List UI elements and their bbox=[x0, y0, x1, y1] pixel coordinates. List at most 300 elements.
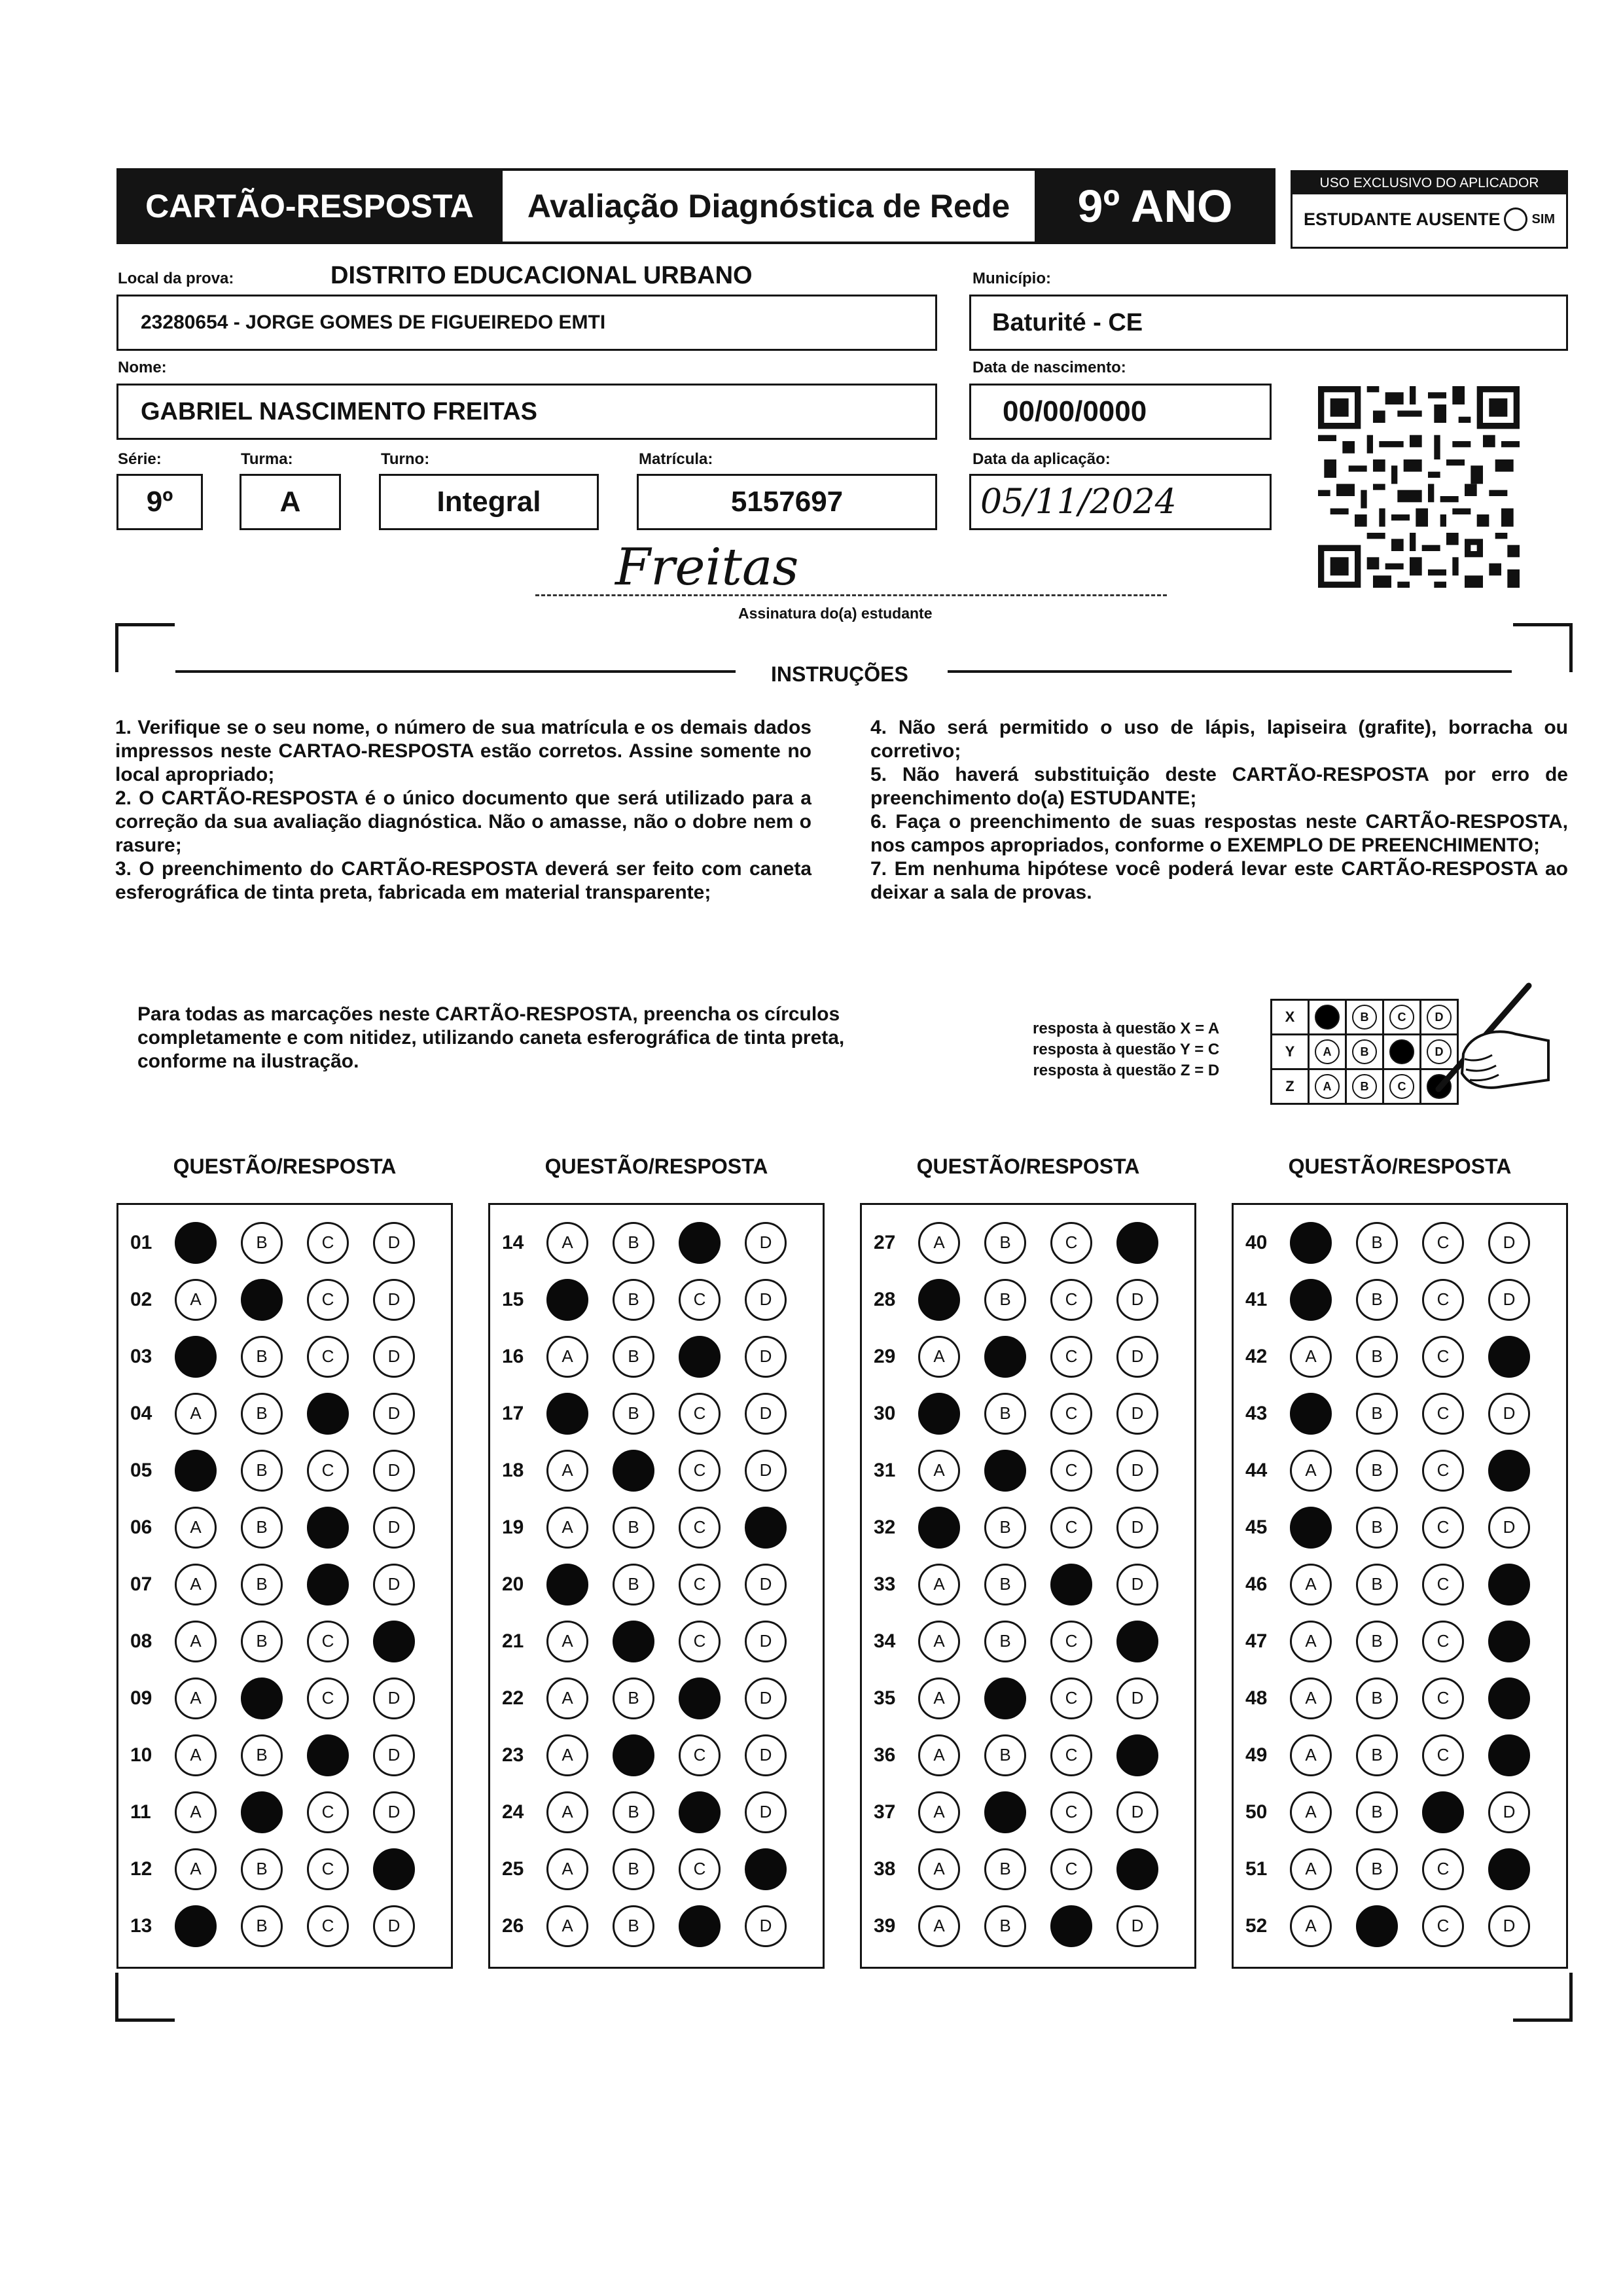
answer-bubble-b[interactable]: B bbox=[613, 1848, 654, 1890]
answer-bubble-d[interactable] bbox=[373, 1621, 415, 1662]
example-bubble: A bbox=[1315, 1074, 1340, 1099]
question-number: 31 bbox=[874, 1459, 896, 1481]
answer-bubble-a[interactable]: A bbox=[175, 1791, 217, 1833]
answer-bubble-c[interactable] bbox=[679, 1791, 721, 1833]
nasc-field bbox=[969, 384, 1272, 440]
answer-bubble-b[interactable]: B bbox=[241, 1848, 283, 1890]
answer-bubble-c[interactable]: C bbox=[307, 1791, 349, 1833]
answer-bubble-a[interactable]: A bbox=[546, 1450, 588, 1492]
answer-bubble-d[interactable]: D bbox=[1488, 1905, 1530, 1947]
question-number: 44 bbox=[1245, 1459, 1268, 1481]
answer-bubble-b[interactable]: B bbox=[1356, 1393, 1398, 1435]
answer-bubble-c[interactable]: C bbox=[1422, 1222, 1464, 1264]
answer-bubble-a[interactable]: A bbox=[1290, 1848, 1332, 1890]
answer-bubble-d[interactable] bbox=[745, 1848, 787, 1890]
answer-bubble-c[interactable]: C bbox=[679, 1621, 721, 1662]
answer-bubble-d[interactable] bbox=[1488, 1336, 1530, 1378]
answer-bubble-b[interactable]: B bbox=[984, 1507, 1026, 1549]
example-question: X bbox=[1272, 1000, 1309, 1035]
answer-bubble-b[interactable]: B bbox=[613, 1791, 654, 1833]
answer-row bbox=[118, 1385, 451, 1442]
answer-bubble-c[interactable]: C bbox=[679, 1848, 721, 1890]
answer-row bbox=[118, 1727, 451, 1784]
answer-row bbox=[490, 1670, 823, 1727]
question-number: 06 bbox=[130, 1516, 152, 1538]
question-number: 51 bbox=[1245, 1857, 1268, 1880]
answer-bubble-d[interactable] bbox=[1488, 1677, 1530, 1719]
answer-bubble-a[interactable]: A bbox=[1290, 1336, 1332, 1378]
answer-bubble-d[interactable]: D bbox=[1488, 1507, 1530, 1549]
answer-bubble-d[interactable]: D bbox=[1488, 1791, 1530, 1833]
answer-bubble-a[interactable]: A bbox=[175, 1734, 217, 1776]
answer-row bbox=[118, 1556, 451, 1613]
answer-bubble-b[interactable]: B bbox=[613, 1279, 654, 1321]
answer-bubble-a[interactable]: A bbox=[546, 1336, 588, 1378]
example-bubble: C bbox=[1389, 1005, 1414, 1030]
answer-bubble-c[interactable] bbox=[307, 1507, 349, 1549]
answer-bubble-b[interactable]: B bbox=[241, 1564, 283, 1605]
answer-bubble-a[interactable]: A bbox=[918, 1734, 960, 1776]
answer-bubble-c[interactable] bbox=[307, 1564, 349, 1605]
answer-column-title: QUESTÃO/RESPOSTA bbox=[544, 1155, 768, 1178]
answer-bubble-c[interactable]: C bbox=[1050, 1450, 1092, 1492]
answer-row bbox=[1234, 1556, 1566, 1613]
answer-bubble-c[interactable]: C bbox=[1422, 1507, 1464, 1549]
answer-bubble-c[interactable] bbox=[307, 1734, 349, 1776]
answer-bubble-d[interactable]: D bbox=[373, 1734, 415, 1776]
answer-bubble-d[interactable]: D bbox=[373, 1336, 415, 1378]
answer-bubble-b[interactable]: B bbox=[1356, 1222, 1398, 1264]
answer-bubble-b[interactable]: B bbox=[1356, 1564, 1398, 1605]
answer-bubble-d[interactable]: D bbox=[1116, 1507, 1158, 1549]
serie-value: 9º bbox=[146, 486, 173, 518]
answer-bubble-a[interactable]: A bbox=[918, 1450, 960, 1492]
answer-bubble-b[interactable]: B bbox=[241, 1734, 283, 1776]
question-number: 52 bbox=[1245, 1914, 1268, 1937]
answer-bubble-d[interactable] bbox=[745, 1507, 787, 1549]
answer-bubble-d[interactable]: D bbox=[1116, 1905, 1158, 1947]
example-question: Z bbox=[1272, 1069, 1309, 1104]
answer-bubble-c[interactable] bbox=[679, 1677, 721, 1719]
answer-bubble-d[interactable]: D bbox=[373, 1279, 415, 1321]
example-cell bbox=[1309, 1000, 1346, 1035]
answer-bubble-d[interactable]: D bbox=[373, 1791, 415, 1833]
answer-bubble-a[interactable]: A bbox=[918, 1848, 960, 1890]
answer-bubble-d[interactable] bbox=[1488, 1848, 1530, 1890]
answer-bubble-c[interactable]: C bbox=[1050, 1621, 1092, 1662]
applicator-box bbox=[1291, 170, 1568, 249]
answer-bubble-a[interactable]: A bbox=[546, 1621, 588, 1662]
answer-bubble-a[interactable]: A bbox=[918, 1564, 960, 1605]
aplicacao-label: Data da aplicação: bbox=[972, 450, 1111, 468]
answer-bubble-c[interactable]: C bbox=[307, 1222, 349, 1264]
answer-bubble-b[interactable] bbox=[984, 1336, 1026, 1378]
answer-bubble-b[interactable]: B bbox=[984, 1222, 1026, 1264]
answer-row bbox=[490, 1499, 823, 1556]
answer-bubble-b[interactable] bbox=[1356, 1905, 1398, 1947]
answer-bubble-d[interactable] bbox=[1116, 1848, 1158, 1890]
answer-bubble-d[interactable]: D bbox=[745, 1564, 787, 1605]
answer-bubble-d[interactable] bbox=[373, 1848, 415, 1890]
answer-bubble-b[interactable]: B bbox=[241, 1621, 283, 1662]
answer-bubble-b[interactable]: B bbox=[984, 1905, 1026, 1947]
answer-bubble-a[interactable] bbox=[175, 1336, 217, 1378]
answer-bubble-c[interactable] bbox=[307, 1393, 349, 1435]
answer-bubble-b[interactable]: B bbox=[984, 1621, 1026, 1662]
answer-row bbox=[1234, 1727, 1566, 1784]
answer-bubble-d[interactable]: D bbox=[1116, 1677, 1158, 1719]
answer-bubble-c[interactable]: C bbox=[307, 1450, 349, 1492]
example-lines bbox=[1033, 1018, 1219, 1081]
question-number: 47 bbox=[1245, 1630, 1268, 1652]
answer-bubble-d[interactable]: D bbox=[373, 1450, 415, 1492]
answer-bubble-a[interactable]: A bbox=[546, 1791, 588, 1833]
answer-bubble-c[interactable]: C bbox=[1422, 1905, 1464, 1947]
answer-bubble-a[interactable]: A bbox=[175, 1279, 217, 1321]
answer-bubble-b[interactable] bbox=[984, 1677, 1026, 1719]
answer-bubble-c[interactable] bbox=[679, 1905, 721, 1947]
answer-bubble-c[interactable]: C bbox=[1422, 1564, 1464, 1605]
answer-bubble-b[interactable]: B bbox=[241, 1905, 283, 1947]
answer-row bbox=[490, 1784, 823, 1840]
question-number: 03 bbox=[130, 1345, 152, 1367]
answer-bubble-b[interactable]: B bbox=[613, 1564, 654, 1605]
answer-bubble-a[interactable]: A bbox=[175, 1393, 217, 1435]
answer-bubble-c[interactable]: C bbox=[307, 1336, 349, 1378]
question-number: 50 bbox=[1245, 1801, 1268, 1823]
instructions-rule-left bbox=[175, 670, 736, 673]
answer-bubble-b[interactable] bbox=[984, 1450, 1026, 1492]
answer-bubble-c[interactable]: C bbox=[679, 1564, 721, 1605]
matricula-label: Matrícula: bbox=[639, 450, 713, 468]
answer-bubble-b[interactable] bbox=[984, 1791, 1026, 1833]
answer-row bbox=[862, 1499, 1194, 1556]
answer-bubble-c[interactable] bbox=[679, 1222, 721, 1264]
answer-bubble-a[interactable]: A bbox=[1290, 1677, 1332, 1719]
answer-bubble-a[interactable]: A bbox=[1290, 1734, 1332, 1776]
answer-bubble-d[interactable] bbox=[1488, 1450, 1530, 1492]
answer-bubble-a[interactable]: A bbox=[918, 1222, 960, 1264]
example-bubble: B bbox=[1352, 1039, 1377, 1064]
answer-bubble-a[interactable] bbox=[918, 1393, 960, 1435]
serie-label: Série: bbox=[118, 450, 162, 468]
question-number: 35 bbox=[874, 1687, 896, 1709]
answer-row bbox=[490, 1328, 823, 1385]
answer-bubble-d[interactable]: D bbox=[1116, 1279, 1158, 1321]
answer-bubble-a[interactable] bbox=[918, 1279, 960, 1321]
answer-row bbox=[862, 1214, 1194, 1271]
answer-row bbox=[490, 1271, 823, 1328]
answer-bubble-d[interactable] bbox=[1116, 1734, 1158, 1776]
answer-bubble-a[interactable] bbox=[1290, 1507, 1332, 1549]
answer-row bbox=[862, 1784, 1194, 1840]
answer-bubble-c[interactable]: C bbox=[1422, 1677, 1464, 1719]
answer-bubble-d[interactable] bbox=[1116, 1222, 1158, 1264]
answer-bubble-b[interactable]: B bbox=[1356, 1450, 1398, 1492]
answer-bubble-d[interactable]: D bbox=[1116, 1564, 1158, 1605]
answer-bubble-c[interactable]: C bbox=[1050, 1791, 1092, 1833]
answer-bubble-d[interactable]: D bbox=[745, 1450, 787, 1492]
answer-bubble-d[interactable]: D bbox=[745, 1791, 787, 1833]
answer-bubble-d[interactable]: D bbox=[1488, 1393, 1530, 1435]
answer-bubble-d[interactable]: D bbox=[745, 1279, 787, 1321]
answer-bubble-a[interactable]: A bbox=[175, 1848, 217, 1890]
answer-bubble-b[interactable]: B bbox=[613, 1507, 654, 1549]
question-number: 27 bbox=[874, 1231, 896, 1253]
answer-bubble-c[interactable]: C bbox=[1050, 1848, 1092, 1890]
answer-bubble-d[interactable] bbox=[1116, 1621, 1158, 1662]
answer-bubble-a[interactable]: A bbox=[1290, 1450, 1332, 1492]
answer-bubble-b[interactable]: B bbox=[984, 1734, 1026, 1776]
answer-bubble-d[interactable]: D bbox=[745, 1734, 787, 1776]
answer-bubble-c[interactable]: C bbox=[679, 1279, 721, 1321]
answer-bubble-c[interactable]: C bbox=[307, 1279, 349, 1321]
answer-bubble-a[interactable] bbox=[1290, 1222, 1332, 1264]
answer-bubble-d[interactable] bbox=[1488, 1621, 1530, 1662]
example-cell bbox=[1309, 1035, 1346, 1069]
answer-bubble-c[interactable]: C bbox=[307, 1848, 349, 1890]
answer-bubble-a[interactable]: A bbox=[546, 1905, 588, 1947]
example-cell bbox=[1383, 1069, 1421, 1104]
answer-bubble-c[interactable]: C bbox=[1422, 1848, 1464, 1890]
answer-bubble-d[interactable]: D bbox=[373, 1393, 415, 1435]
answer-row bbox=[1234, 1271, 1566, 1328]
answer-bubble-b[interactable]: B bbox=[984, 1279, 1026, 1321]
answer-bubble-c[interactable]: C bbox=[1050, 1507, 1092, 1549]
answer-bubble-c[interactable]: C bbox=[1422, 1734, 1464, 1776]
answer-bubble-a[interactable]: A bbox=[918, 1905, 960, 1947]
matricula-field bbox=[637, 474, 937, 530]
instructions-left: 1. Verifique se o seu nome, o número de sua matrícula e os demais dados impressos neste CARTAO-RESPOSTA estão corretos. Assine somente no local apropriado; 2. O CARTÃO-RESPOSTA é o único documento que será utilizado para a correção da sua avaliação diagnóstica. Não o amasse, não o dobre nem o rasure; 3. O preenchimento do CARTÃO-RESPOSTA deverá ser feito com caneta esferográfica de tinta preta, fabricada em material transparente; bbox=[115, 717, 812, 903]
answer-bubble-a[interactable]: A bbox=[918, 1791, 960, 1833]
question-number: 18 bbox=[502, 1459, 524, 1481]
answer-bubble-b[interactable]: B bbox=[1356, 1279, 1398, 1321]
answer-row bbox=[490, 1840, 823, 1897]
answer-bubble-b[interactable]: B bbox=[984, 1393, 1026, 1435]
question-number: 40 bbox=[1245, 1231, 1268, 1253]
answer-bubble-b[interactable]: B bbox=[241, 1393, 283, 1435]
answer-bubble-c[interactable]: C bbox=[1422, 1450, 1464, 1492]
answer-bubble-d[interactable]: D bbox=[373, 1677, 415, 1719]
answer-bubble-b[interactable]: B bbox=[613, 1393, 654, 1435]
answer-bubble-a[interactable]: A bbox=[546, 1734, 588, 1776]
answer-bubble-c[interactable]: C bbox=[1050, 1393, 1092, 1435]
answer-bubble-b[interactable]: B bbox=[613, 1905, 654, 1947]
qr-code bbox=[1318, 386, 1520, 588]
nome-label: Nome: bbox=[118, 359, 167, 376]
example-line-y: resposta à questão Y = C bbox=[1033, 1041, 1220, 1058]
answer-bubble-a[interactable]: A bbox=[1290, 1564, 1332, 1605]
question-number: 41 bbox=[1245, 1288, 1268, 1310]
answer-row bbox=[118, 1784, 451, 1840]
answer-bubble-a[interactable]: A bbox=[546, 1507, 588, 1549]
answer-row bbox=[490, 1613, 823, 1670]
answer-bubble-a[interactable]: A bbox=[546, 1677, 588, 1719]
answer-bubble-b[interactable] bbox=[241, 1791, 283, 1833]
turno-value: Integral bbox=[437, 486, 541, 518]
answer-bubble-a[interactable] bbox=[546, 1393, 588, 1435]
answer-bubble-d[interactable]: D bbox=[373, 1564, 415, 1605]
answer-bubble-b[interactable]: B bbox=[613, 1677, 654, 1719]
answer-bubble-c[interactable]: C bbox=[679, 1734, 721, 1776]
answer-bubble-c[interactable] bbox=[679, 1336, 721, 1378]
answer-bubble-a[interactable]: A bbox=[1290, 1621, 1332, 1662]
answer-bubble-c[interactable]: C bbox=[307, 1621, 349, 1662]
answer-bubble-b[interactable]: B bbox=[1356, 1507, 1398, 1549]
answer-bubble-d[interactable]: D bbox=[745, 1905, 787, 1947]
answer-row bbox=[118, 1271, 451, 1328]
answer-bubble-a[interactable] bbox=[1290, 1279, 1332, 1321]
answer-bubble-b[interactable]: B bbox=[984, 1564, 1026, 1605]
answer-bubble-a[interactable] bbox=[1290, 1393, 1332, 1435]
example-cell bbox=[1383, 1035, 1421, 1069]
answer-bubble-c[interactable]: C bbox=[1050, 1279, 1092, 1321]
answer-row bbox=[118, 1840, 451, 1897]
answer-bubble-a[interactable]: A bbox=[918, 1677, 960, 1719]
answer-bubble-a[interactable] bbox=[546, 1564, 588, 1605]
answer-row bbox=[490, 1727, 823, 1784]
question-number: 36 bbox=[874, 1744, 896, 1766]
answer-bubble-c[interactable]: C bbox=[1050, 1336, 1092, 1378]
answer-bubble-a[interactable] bbox=[175, 1222, 217, 1264]
answer-bubble-b[interactable] bbox=[613, 1621, 654, 1662]
answer-row bbox=[118, 1613, 451, 1670]
answer-bubble-d[interactable]: D bbox=[373, 1905, 415, 1947]
answer-row bbox=[1234, 1670, 1566, 1727]
answer-bubble-b[interactable]: B bbox=[1356, 1336, 1398, 1378]
answer-bubble-c[interactable]: C bbox=[1422, 1621, 1464, 1662]
answer-row bbox=[1234, 1897, 1566, 1954]
answer-bubble-c[interactable]: C bbox=[1422, 1279, 1464, 1321]
answer-column-title: QUESTÃO/RESPOSTA bbox=[1288, 1155, 1512, 1178]
answer-bubble-d[interactable]: D bbox=[1116, 1393, 1158, 1435]
answer-bubble-c[interactable]: C bbox=[1422, 1393, 1464, 1435]
question-number: 30 bbox=[874, 1402, 896, 1424]
answer-bubble-c[interactable]: C bbox=[1050, 1677, 1092, 1719]
answer-bubble-c[interactable]: C bbox=[1422, 1336, 1464, 1378]
answer-bubble-b[interactable]: B bbox=[241, 1336, 283, 1378]
answer-bubble-c[interactable]: C bbox=[307, 1677, 349, 1719]
question-number: 38 bbox=[874, 1857, 896, 1880]
answer-row bbox=[862, 1613, 1194, 1670]
answer-bubble-c[interactable]: C bbox=[679, 1450, 721, 1492]
answer-bubble-b[interactable]: B bbox=[241, 1507, 283, 1549]
answer-bubble-a[interactable]: A bbox=[918, 1336, 960, 1378]
applicator-label: USO EXCLUSIVO DO APLICADOR bbox=[1293, 172, 1566, 194]
answer-row bbox=[490, 1442, 823, 1499]
answer-bubble-d[interactable]: D bbox=[745, 1222, 787, 1264]
example-cell bbox=[1346, 1069, 1383, 1104]
answer-bubble-b[interactable] bbox=[613, 1734, 654, 1776]
answer-bubble-d[interactable]: D bbox=[373, 1222, 415, 1264]
answer-bubble-b[interactable]: B bbox=[1356, 1734, 1398, 1776]
answer-bubble-b[interactable]: B bbox=[241, 1222, 283, 1264]
answer-bubble-b[interactable]: B bbox=[241, 1450, 283, 1492]
answer-bubble-d[interactable]: D bbox=[745, 1621, 787, 1662]
answer-bubble-c[interactable]: C bbox=[679, 1393, 721, 1435]
question-number: 25 bbox=[502, 1857, 524, 1880]
corner-top-left bbox=[115, 623, 175, 672]
answer-bubble-a[interactable] bbox=[175, 1905, 217, 1947]
answer-bubble-b[interactable]: B bbox=[1356, 1791, 1398, 1833]
signature: Freitas bbox=[615, 538, 799, 597]
answer-bubble-a[interactable]: A bbox=[175, 1507, 217, 1549]
answer-bubble-d[interactable]: D bbox=[1116, 1450, 1158, 1492]
question-number: 02 bbox=[130, 1288, 152, 1310]
answer-bubble-a[interactable]: A bbox=[175, 1621, 217, 1662]
answer-bubble-b[interactable]: B bbox=[984, 1848, 1026, 1890]
answer-row bbox=[118, 1499, 451, 1556]
answer-bubble-a[interactable] bbox=[175, 1450, 217, 1492]
question-number: 05 bbox=[130, 1459, 152, 1481]
turno-field bbox=[379, 474, 599, 530]
answer-bubble-c[interactable] bbox=[1422, 1791, 1464, 1833]
answer-bubble-d[interactable]: D bbox=[1116, 1336, 1158, 1378]
answer-bubble-c[interactable]: C bbox=[307, 1905, 349, 1947]
card-title: CARTÃO-RESPOSTA bbox=[116, 168, 503, 244]
question-number: 39 bbox=[874, 1914, 896, 1937]
answer-bubble-d[interactable]: D bbox=[1116, 1791, 1158, 1833]
answer-bubble-a[interactable] bbox=[918, 1507, 960, 1549]
corner-bottom-left bbox=[115, 1973, 175, 2022]
answer-bubble-d[interactable]: D bbox=[1488, 1222, 1530, 1264]
answer-bubble-a[interactable]: A bbox=[1290, 1905, 1332, 1947]
answer-bubble-c[interactable] bbox=[1050, 1564, 1092, 1605]
answer-row bbox=[862, 1328, 1194, 1385]
example-bubble: D bbox=[1427, 1005, 1452, 1030]
answer-bubble-d[interactable]: D bbox=[745, 1677, 787, 1719]
answer-row bbox=[862, 1385, 1194, 1442]
answer-bubble-c[interactable] bbox=[1050, 1905, 1092, 1947]
fill-note: Para todas as marcações neste CARTÃO-RESPOSTA, preencha os círculos completamente e com nitidez, utilizando caneta esferográfica de tinta preta, conforme na ilustração. bbox=[137, 1003, 845, 1072]
answer-bubble-b[interactable]: B bbox=[613, 1222, 654, 1264]
answer-bubble-b[interactable]: B bbox=[1356, 1677, 1398, 1719]
answer-bubble-d[interactable]: D bbox=[1488, 1279, 1530, 1321]
question-number: 15 bbox=[502, 1288, 524, 1310]
answer-bubble-d[interactable]: D bbox=[745, 1393, 787, 1435]
answer-bubble-a[interactable] bbox=[546, 1279, 588, 1321]
answer-bubble-a[interactable]: A bbox=[175, 1677, 217, 1719]
answer-bubble-b[interactable] bbox=[241, 1279, 283, 1321]
signature-label: Assinatura do(a) estudante bbox=[738, 605, 933, 622]
question-number: 48 bbox=[1245, 1687, 1268, 1709]
answer-bubble-d[interactable]: D bbox=[745, 1336, 787, 1378]
answer-bubble-c[interactable]: C bbox=[679, 1507, 721, 1549]
answer-bubble-b[interactable]: B bbox=[1356, 1848, 1398, 1890]
answer-bubble-a[interactable]: A bbox=[918, 1621, 960, 1662]
example-line-z: resposta à questão Z = D bbox=[1033, 1062, 1220, 1079]
answer-bubble-b[interactable] bbox=[241, 1677, 283, 1719]
example-bubble bbox=[1315, 1005, 1340, 1030]
answer-bubble-b[interactable]: B bbox=[1356, 1621, 1398, 1662]
answer-bubble-d[interactable] bbox=[1488, 1734, 1530, 1776]
answer-row bbox=[1234, 1840, 1566, 1897]
answer-column bbox=[1232, 1203, 1568, 1969]
answer-bubble-c[interactable]: C bbox=[1050, 1734, 1092, 1776]
answer-bubble-d[interactable] bbox=[1488, 1564, 1530, 1605]
answer-bubble-a[interactable]: A bbox=[546, 1848, 588, 1890]
answer-bubble-b[interactable] bbox=[613, 1450, 654, 1492]
answer-bubble-d[interactable]: D bbox=[373, 1507, 415, 1549]
answer-bubble-c[interactable]: C bbox=[1050, 1222, 1092, 1264]
answer-bubble-a[interactable]: A bbox=[1290, 1791, 1332, 1833]
answer-bubble-a[interactable]: A bbox=[175, 1564, 217, 1605]
answer-bubble-a[interactable]: A bbox=[546, 1222, 588, 1264]
answer-row bbox=[490, 1214, 823, 1271]
absent-bubble[interactable] bbox=[1504, 207, 1527, 231]
answer-bubble-b[interactable]: B bbox=[613, 1336, 654, 1378]
question-number: 13 bbox=[130, 1914, 152, 1937]
